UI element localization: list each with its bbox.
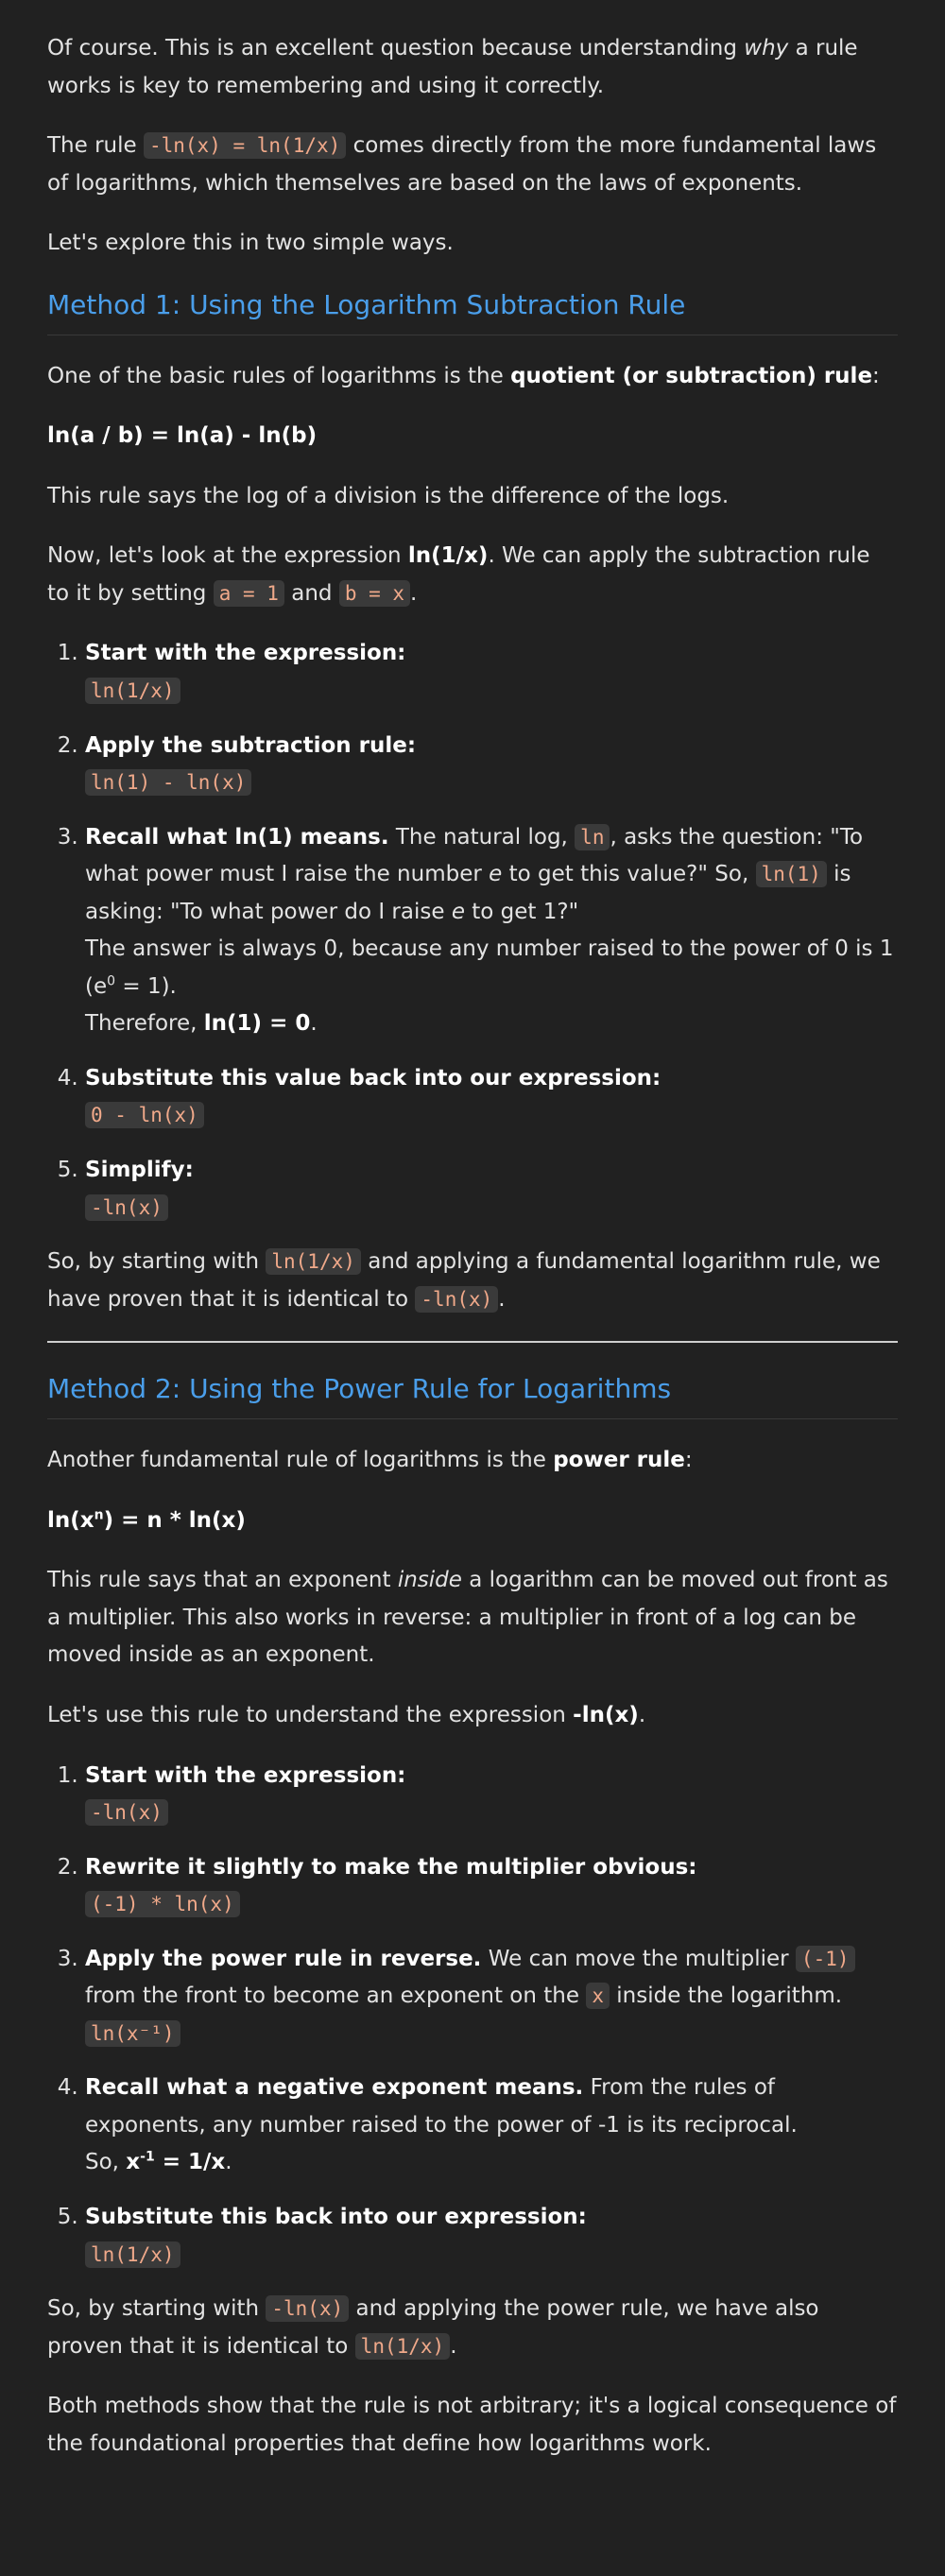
section-divider: [47, 1341, 898, 1343]
method2-paragraph-1: Another fundamental rule of logarithms is the power rule:: [47, 1448, 693, 1473]
list-item: 4. Substitute this value back into our expression: 0 - ln(x): [85, 1060, 898, 1135]
method1-steps: [47, 635, 898, 1227]
intro-paragraph-1: Of course. This is an excellent question because understanding why a rule works is key to remembering and using it correctly.: [47, 36, 858, 98]
method1-paragraph-3: Now, let's look at the expression ln(1/x). We can apply the subtraction rule to it by setting a = 1 and b = x .: [47, 543, 870, 606]
list-item: 5. Substitute this back into our expression: ln(1/x): [85, 2199, 898, 2274]
intro-paragraph-2: The rule -ln(x) = ln(1/x) comes directly from the more fundamental laws of logarithms, which themselves are based on the laws of exponents.: [47, 133, 877, 196]
method1-paragraph-1: One of the basic rules of logarithms is the quotient (or subtraction) rule:: [47, 363, 880, 388]
inline-code: -ln(x) = ln(1/x): [144, 132, 346, 159]
method2-steps: [47, 1758, 898, 2275]
method1-conclusion: So, by starting with ln(1/x) and applying a fundamental logarithm rule, we have proven that it is identical to -ln(x) .: [47, 1249, 881, 1312]
list-item: 4. Recall what a negative exponent means. From the rules of exponents, any number raised to the power of -1 is its reciprocal. So, $x^{-1} = 1/x$.: [85, 2069, 898, 2182]
closing-paragraph: Both methods show that the rule is not arbitrary; it's a logical consequence of the foundational properties that define how logarithms work.: [47, 2394, 897, 2456]
method2-paragraph-2: This rule says that an exponent inside a logarithm can be moved out front as a multiplier. This also works in reverse: a multiplier in front of a log can be moved inside as an exponent.: [47, 1568, 888, 1668]
list-item: 1. Start with the expression: ln(1/x): [85, 635, 898, 710]
list-item: 5. Simplify: -ln(x): [85, 1152, 898, 1227]
method1-formula: ln(a / b) = ln(a) - ln(b): [47, 423, 318, 449]
list-item: 2. Rewrite it slightly to make the multiplier obvious: (-1) * ln(x): [85, 1849, 898, 1924]
list-item: 2. Apply the subtraction rule: ln(1) - ln(x): [85, 728, 898, 802]
method2-formula: $\ln(x^n) = n * \ln(x)$: [47, 1507, 246, 1533]
method1-paragraph-2: This rule says the log of a division is the difference of the logs.: [47, 483, 730, 508]
method2-conclusion: So, by starting with -ln(x) and applying the power rule, we have also proven that it is identical to ln(1/x) .: [47, 2296, 819, 2359]
method2-paragraph-3: Let's use this rule to understand the expression -ln(x).: [47, 1702, 646, 1727]
list-item: 1. Start with the expression: -ln(x): [85, 1758, 898, 1832]
method2-heading: Method 2: Using the Power Rule for Logarithms: [47, 1369, 898, 1419]
list-item: 3. Apply the power rule in reverse. We can move the multiplier (-1) from the front to become an exponent on the x inside the logarithm. ln(x⁻¹): [85, 1941, 898, 2053]
intro-paragraph-3: Let's explore this in two simple ways.: [47, 231, 454, 256]
method1-heading: Method 1: Using the Logarithm Subtraction Rule: [47, 285, 898, 335]
list-item: 3. Recall what ln(1) means. The natural log, ln , asks the question: "To what power must I raise the number e to get this value?" So, ln(1) is asking: "To what power do I raise e to get 1?" The answer is always 0, because any number raised to the power of 0 is 1 $(e^0 = 1)$. Therefore, ln(1) = 0.: [85, 819, 898, 1043]
